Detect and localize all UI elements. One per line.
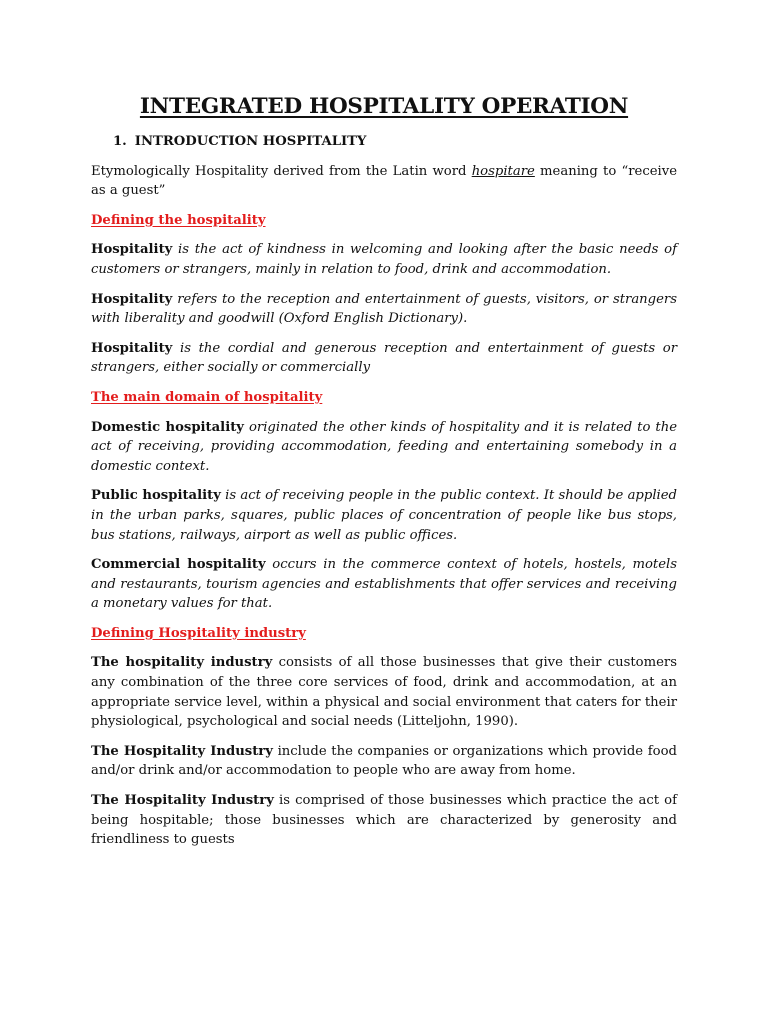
domain-text: is act of receiving people in the public context. It should be applied in the urban parks, squares, public places of concentration of people like bus stops, bus stations, railways, airport as well as public offices.	[91, 488, 677, 543]
heading-main-domain: The main domain of hospitality	[91, 389, 323, 405]
industry-paragraph	[91, 653, 677, 731]
domain-paragraph	[91, 418, 677, 477]
industry-paragraph	[91, 742, 677, 781]
heading-defining-hospitality: Defining the hospitality	[91, 212, 266, 228]
definition-paragraph	[91, 240, 677, 279]
document-title: INTEGRATED HOSPITALITY OPERATION	[139, 94, 629, 119]
intro-paragraph	[91, 162, 677, 201]
definition-term: Hospitality	[91, 291, 173, 307]
intro-text-after: meaning to “receive as a guest”	[91, 163, 677, 199]
section-number: 1.	[113, 134, 127, 149]
industry-paragraph	[91, 791, 677, 850]
domain-paragraph	[91, 486, 677, 545]
domain-term: Public hospitality	[91, 488, 221, 504]
industry-text: is comprised of those businesses which practice the act of being hospitable; those businesses which are characterized by generosity and friendliness to guests	[91, 793, 677, 848]
definition-term: Hospitality	[91, 340, 173, 356]
industry-text: include the companies or organizations which provide food and/or drink and/or accommodation to people who are away from home.	[91, 743, 677, 779]
definition-paragraph	[91, 339, 677, 378]
latin-word: hospitare	[471, 163, 535, 179]
domain-term: Domestic hospitality	[91, 419, 244, 435]
industry-term: The Hospitality Industry	[91, 743, 273, 759]
domain-text: originated the other kinds of hospitality and it is related to the act of receiving, providing accommodation, feeding and entertaining somebody in a domestic context.	[91, 419, 678, 474]
industry-term: The Hospitality Industry	[91, 793, 274, 809]
domain-paragraph	[91, 555, 677, 614]
definition-text: refers to the reception and entertainment of guests, visitors, or strangers with liberality and goodwill (Oxford English Dictionary).	[91, 291, 677, 327]
section-title: INTRODUCTION HOSPITALITY	[134, 134, 367, 149]
definition-text: is the act of kindness in welcoming and looking after the basic needs of customers or strangers, mainly in relation to food, drink and accommodation.	[91, 242, 677, 277]
heading-hospitality-industry: Defining Hospitality industry	[91, 625, 306, 641]
industry-text: consists of all those businesses that give their customers any combination of the three core services of food, drink and accommodation, at an appropriate service level, within a physical and social environment that caters for their physiological, psychological and social needs (Litteljohn, 1990).	[91, 655, 677, 730]
definition-term: Hospitality	[91, 242, 173, 258]
definition-text: is the cordial and generous reception and entertainment of guests or strangers, either socially or commercially	[91, 340, 677, 376]
intro-text-before: Etymologically Hospitality derived from the Latin word	[91, 163, 472, 179]
section-heading	[113, 132, 677, 152]
industry-term: The hospitality industry	[91, 655, 273, 671]
domain-text: occurs in the commerce context of hotels, hostels, motels and restaurants, tourism agencies and establishments that offer services and receiving a monetary values for that.	[91, 557, 677, 612]
definition-paragraph	[91, 290, 677, 329]
domain-term: Commercial hospitality	[91, 557, 266, 573]
